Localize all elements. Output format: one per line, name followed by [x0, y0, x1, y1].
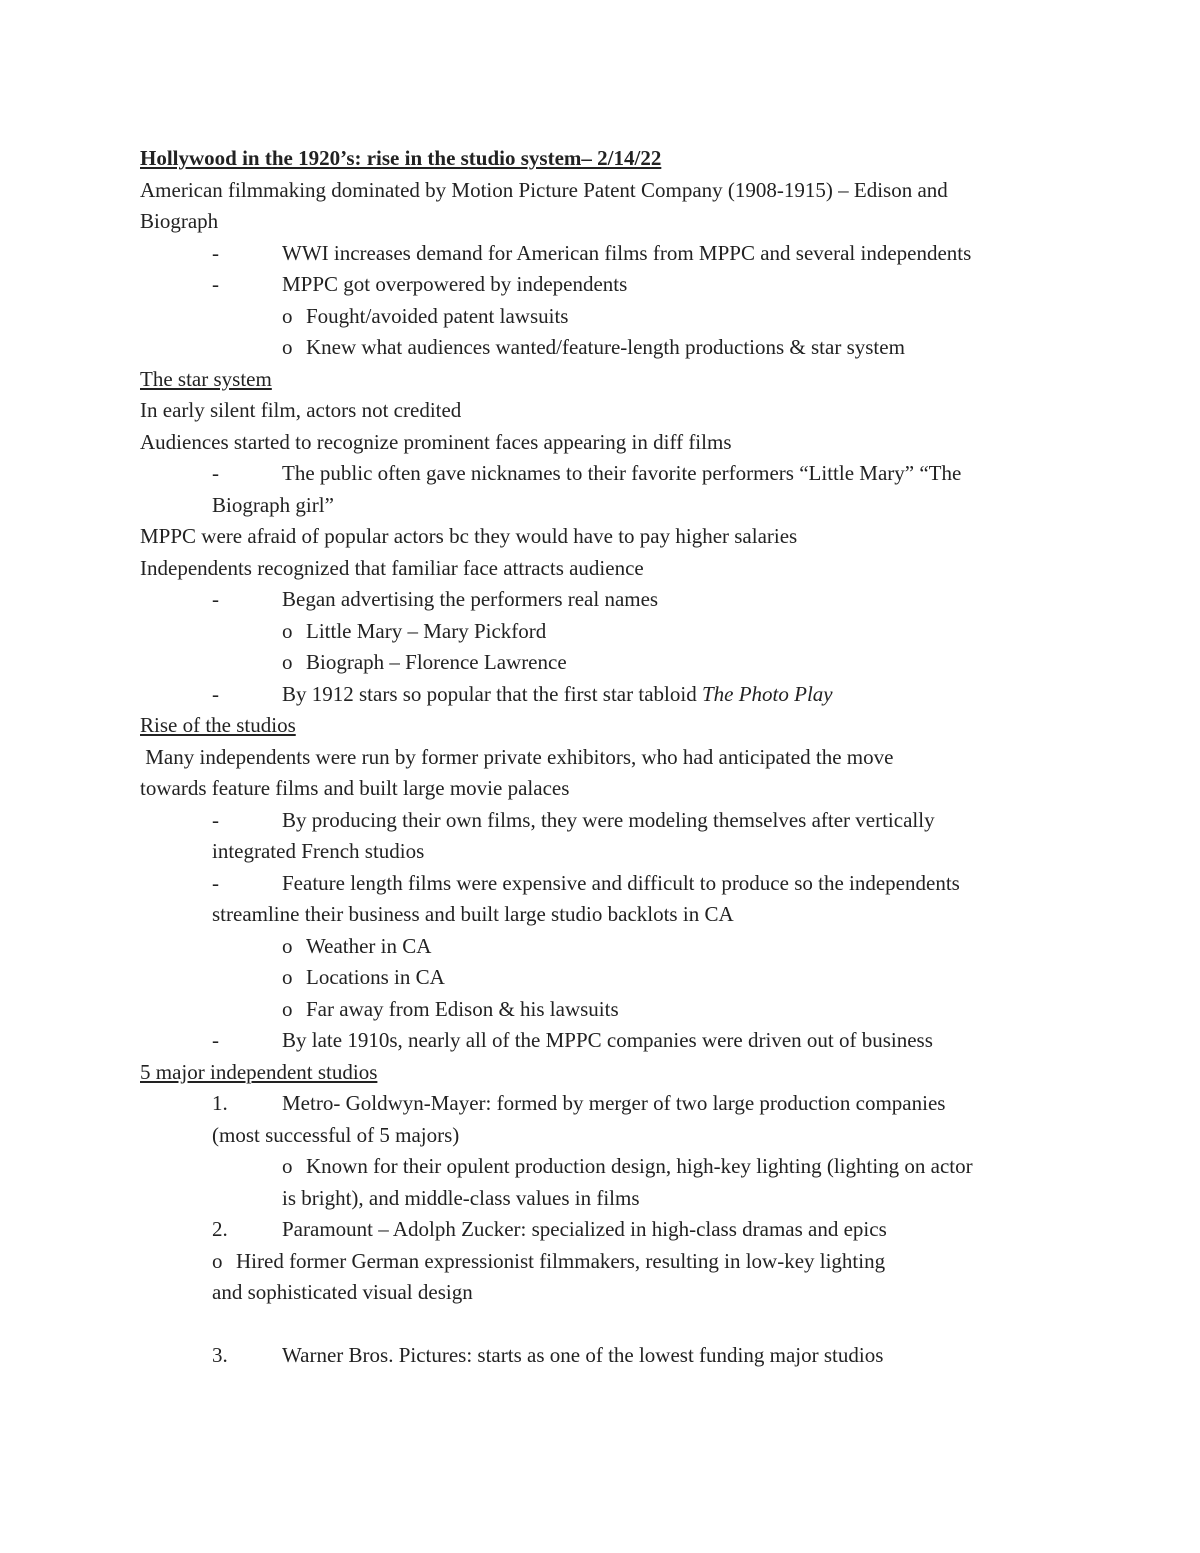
sub-bullet-text: Weather in CA	[306, 933, 432, 958]
section-heading-major-studios: 5 major independent studios	[140, 1059, 378, 1084]
item-number: 3.	[212, 1342, 228, 1367]
dash-marker: -	[212, 870, 219, 895]
bullet-text: Feature length films were expensive and difficult to produce so the independents	[282, 870, 960, 895]
dash-marker: -	[212, 587, 219, 611]
sub-bullet-item	[140, 616, 1070, 648]
dash-marker: -	[212, 272, 219, 296]
item-number: 2.	[212, 1217, 228, 1241]
sub-bullet-continuation: is bright), and middle-class values in films	[282, 1185, 640, 1210]
sub-bullet-text: Far away from Edison & his lawsuits	[306, 996, 619, 1021]
bullet-text: By late 1910s, nearly all of the MPPC companies were driven out of business	[282, 1028, 933, 1052]
bullet-item	[140, 1025, 1070, 1057]
document-title: Hollywood in the 1920’s: rise in the studio system– 2/14/22	[140, 146, 662, 170]
sub-bullet-item	[140, 1151, 1070, 1183]
circle-marker: o	[282, 335, 293, 359]
publication-title: The Photo Play	[701, 681, 833, 706]
circle-marker: o	[282, 650, 293, 674]
sub-bullet-text: Little Mary – Mary Pickford	[306, 618, 547, 643]
sub-bullet-item	[140, 931, 1070, 963]
sub-bullet-item	[140, 332, 1070, 364]
numbered-item-text: Warner Bros. Pictures: starts as one of the lowest funding major studios	[282, 1342, 884, 1367]
dash-marker: -	[212, 807, 219, 832]
bullet-item	[140, 868, 1070, 900]
section-heading-star-system: The star system	[140, 366, 272, 391]
notes-body	[140, 143, 1070, 1371]
bullet-continuation: Biograph girl”	[212, 492, 334, 517]
sub-bullet-text: Locations in CA	[306, 965, 445, 989]
sub-bullet-item	[140, 1246, 1070, 1278]
numbered-item	[140, 1214, 1070, 1246]
bullet-text: MPPC got overpowered by independents	[282, 272, 628, 296]
paragraph: Audiences started to recognize prominent faces appearing in diff films	[140, 429, 732, 454]
sub-bullet-item	[140, 647, 1070, 679]
sub-bullet-item	[140, 994, 1070, 1026]
dash-marker: -	[212, 1028, 219, 1052]
numbered-item-text: Paramount – Adolph Zucker: specialized in high-class dramas and epics	[282, 1217, 887, 1241]
sub-bullet-text: Fought/avoided patent lawsuits	[306, 303, 569, 328]
circle-marker: o	[282, 303, 293, 328]
bullet-continuation: streamline their business and built large studio backlots in CA	[212, 902, 734, 926]
bullet-continuation: integrated French studios	[212, 839, 425, 863]
item-number: 1.	[212, 1091, 228, 1115]
bullet-item	[140, 584, 1070, 616]
circle-marker: o	[282, 996, 293, 1021]
bullet-text-plain: By 1912 stars so popular that the first star tabloid	[282, 681, 702, 706]
paragraph: Many independents were run by former private exhibitors, who had anticipated the move	[140, 744, 894, 769]
dash-marker: -	[212, 681, 219, 706]
numbered-item	[140, 1088, 1070, 1120]
blank-line	[140, 1309, 1070, 1340]
sub-bullet-item	[140, 301, 1070, 333]
paragraph: towards feature films and built large movie palaces	[140, 776, 570, 800]
bullet-item	[140, 805, 1070, 837]
dash-marker: -	[212, 240, 219, 265]
circle-marker: o	[282, 965, 293, 989]
bullet-text	[282, 679, 833, 711]
circle-marker: o	[282, 1154, 293, 1178]
sub-bullet-item	[140, 962, 1070, 994]
sub-bullet-text: Biograph – Florence Lawrence	[306, 650, 567, 674]
sub-bullet-text: Knew what audiences wanted/feature-length productions & star system	[306, 335, 905, 359]
section-heading-rise-of-studios: Rise of the studios	[140, 713, 296, 737]
sub-bullet-text: Known for their opulent production design, high-key lighting (lighting on actor	[306, 1154, 973, 1178]
intro-paragraph-line: American filmmaking dominated by Motion Picture Patent Company (1908-1915) – Edison and	[140, 177, 948, 202]
bullet-text: The public often gave nicknames to their favorite performers “Little Mary” “The	[282, 461, 962, 485]
bullet-text: WWI increases demand for American films from MPPC and several independents	[282, 240, 972, 265]
paragraph: In early silent film, actors not credited	[140, 398, 462, 422]
paragraph: MPPC were afraid of popular actors bc they would have to pay higher salaries	[140, 524, 798, 548]
bullet-item	[140, 238, 1070, 270]
bullet-text: Began advertising the performers real names	[282, 587, 659, 611]
bullet-item	[140, 679, 1070, 711]
bullet-text: By producing their own films, they were modeling themselves after vertically	[282, 807, 935, 832]
dash-marker: -	[212, 461, 219, 485]
circle-marker: o	[282, 618, 293, 643]
numbered-item-continuation: (most successful of 5 majors)	[212, 1122, 460, 1147]
paragraph: Independents recognized that familiar face attracts audience	[140, 555, 644, 580]
sub-bullet-text: Hired former German expressionist filmmakers, resulting in low-key lighting	[236, 1248, 886, 1273]
bullet-item	[140, 458, 1070, 490]
numbered-item	[140, 1340, 1070, 1372]
circle-marker: o	[212, 1248, 223, 1273]
numbered-item-text: Metro- Goldwyn-Mayer: formed by merger of two large production companies	[282, 1091, 946, 1115]
circle-marker: o	[282, 933, 293, 958]
bullet-item	[140, 269, 1070, 301]
sub-bullet-continuation: and sophisticated visual design	[212, 1280, 473, 1304]
intro-paragraph-line: Biograph	[140, 209, 219, 233]
